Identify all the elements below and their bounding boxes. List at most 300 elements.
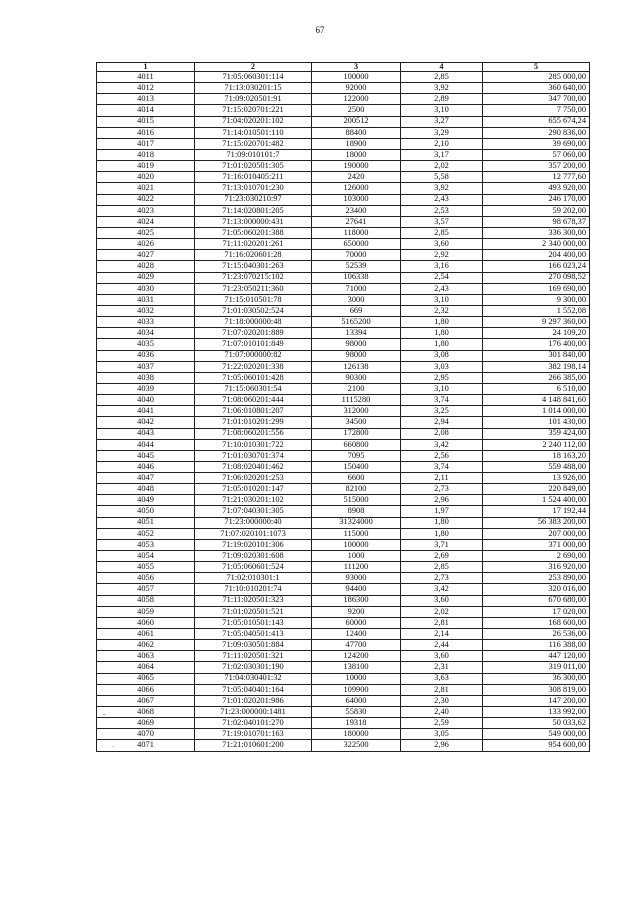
table-cell-col3: 64000 bbox=[312, 695, 401, 706]
table-cell-col2: 71:05:010201:147 bbox=[195, 484, 312, 495]
table-cell-col3: 13394 bbox=[312, 328, 401, 339]
table-cell-col2: 71:09:010101:7 bbox=[195, 149, 312, 160]
table-cell-col2: 71:10:010301:722 bbox=[195, 439, 312, 450]
table-cell-col5: 9 300,00 bbox=[483, 294, 590, 305]
table-cell-col1: 4070 bbox=[97, 729, 195, 740]
table-cell-col2: 71:23:000000:40 bbox=[195, 517, 312, 528]
table-cell-col3: 10000 bbox=[312, 673, 401, 684]
table-cell-col5: 17 192,44 bbox=[483, 506, 590, 517]
table-cell-col4: 3,10 bbox=[401, 105, 483, 116]
table-row bbox=[97, 595, 590, 606]
table-row bbox=[97, 227, 590, 238]
column-header-1: 1 bbox=[97, 63, 195, 72]
table-cell-col4: 3,16 bbox=[401, 261, 483, 272]
table-cell-col2: 71:15:010501:78 bbox=[195, 294, 312, 305]
table-cell-col5: 24 109,20 bbox=[483, 328, 590, 339]
table-cell-col2: 71:01:020501:521 bbox=[195, 606, 312, 617]
table-cell-col1: 4060 bbox=[97, 617, 195, 628]
table-cell-col4: 1,80 bbox=[401, 339, 483, 350]
table-cell-col5: 336 300,00 bbox=[483, 227, 590, 238]
table-row bbox=[97, 361, 590, 372]
table-cell-col1: 4028 bbox=[97, 261, 195, 272]
table-row bbox=[97, 606, 590, 617]
table-cell-col2: 71:23:030210:97 bbox=[195, 194, 312, 205]
table-cell-col2: 71:09:020301:608 bbox=[195, 551, 312, 562]
table-cell-col3: 138100 bbox=[312, 662, 401, 673]
table-row bbox=[97, 584, 590, 595]
table-cell-col4: 2,59 bbox=[401, 718, 483, 729]
table-row bbox=[97, 428, 590, 439]
table-cell-col1: 4015 bbox=[97, 116, 195, 127]
table-cell-col1: 4048 bbox=[97, 484, 195, 495]
table-cell-col2: 71:09:020501:91 bbox=[195, 94, 312, 105]
table-cell-col5: 319 011,00 bbox=[483, 662, 590, 673]
table-cell-col3: 92000 bbox=[312, 83, 401, 94]
table-cell-col5: 246 170,00 bbox=[483, 194, 590, 205]
table-cell-col4: 2,89 bbox=[401, 94, 483, 105]
table-cell-col3: 122000 bbox=[312, 94, 401, 105]
table-cell-col4: 2,30 bbox=[401, 695, 483, 706]
table-cell-col5: 166 023,24 bbox=[483, 261, 590, 272]
table-row bbox=[97, 495, 590, 506]
table-cell-col1: 4021 bbox=[97, 183, 195, 194]
table-cell-col2: 71:13:000000:431 bbox=[195, 216, 312, 227]
table-cell-col2: 71:07:020201:889 bbox=[195, 328, 312, 339]
table-cell-col5: 4 148 841,60 bbox=[483, 395, 590, 406]
table-cell-col4: 1,80 bbox=[401, 317, 483, 328]
table-cell-col2: 71:06:020201:253 bbox=[195, 473, 312, 484]
table-cell-col5: 670 680,00 bbox=[483, 595, 590, 606]
table-cell-col5: 26 536,00 bbox=[483, 629, 590, 640]
table-row bbox=[97, 539, 590, 550]
table-cell-col5: 2 240 112,00 bbox=[483, 439, 590, 450]
table-cell-col2: 71:15:020701:482 bbox=[195, 138, 312, 149]
table-cell-col3: 55830 bbox=[312, 707, 401, 718]
table-row bbox=[97, 250, 590, 261]
table-cell-col3: 23400 bbox=[312, 205, 401, 216]
table-cell-col1: 4049 bbox=[97, 495, 195, 506]
table-cell-col5: 133 992,00 bbox=[483, 707, 590, 718]
table-cell-col2: 71:08:060201:444 bbox=[195, 395, 312, 406]
table-row bbox=[97, 116, 590, 127]
table-cell-col2: 71:01:010201:299 bbox=[195, 417, 312, 428]
table-cell-col3: 669 bbox=[312, 305, 401, 316]
table-cell-col3: 19318 bbox=[312, 718, 401, 729]
table-cell-col5: 168 600,00 bbox=[483, 617, 590, 628]
table-cell-col4: 2,02 bbox=[401, 161, 483, 172]
table-cell-col2: 71:02:040101:270 bbox=[195, 718, 312, 729]
table-cell-col4: 2,81 bbox=[401, 617, 483, 628]
table-row bbox=[97, 138, 590, 149]
table-cell-col4: 2,14 bbox=[401, 629, 483, 640]
table-cell-col2: 71:18:000000:48 bbox=[195, 317, 312, 328]
table-cell-col1: 4071 bbox=[97, 740, 195, 751]
column-header-2: 2 bbox=[195, 63, 312, 72]
table-cell-col3: 312000 bbox=[312, 406, 401, 417]
table-cell-col4: 3,05 bbox=[401, 729, 483, 740]
table-cell-col4: 2,43 bbox=[401, 194, 483, 205]
table-cell-col3: 103000 bbox=[312, 194, 401, 205]
table-cell-col3: 12400 bbox=[312, 629, 401, 640]
table-cell-col3: 126000 bbox=[312, 183, 401, 194]
table-cell-col3: 172800 bbox=[312, 428, 401, 439]
table-cell-col2: 71:07:040301:305 bbox=[195, 506, 312, 517]
table-cell-col4: 2,31 bbox=[401, 662, 483, 673]
table-cell-col3: 650000 bbox=[312, 239, 401, 250]
table-cell-col2: 71:02:010301:1 bbox=[195, 573, 312, 584]
table-cell-col4: 2,11 bbox=[401, 473, 483, 484]
table-cell-col5: 39 690,00 bbox=[483, 138, 590, 149]
table-cell-col5: 116 388,00 bbox=[483, 640, 590, 651]
table-cell-col4: 3,74 bbox=[401, 395, 483, 406]
table-row bbox=[97, 149, 590, 160]
table-cell-col3: 1115280 bbox=[312, 395, 401, 406]
table-cell-col2: 71:05:010501:143 bbox=[195, 617, 312, 628]
table-cell-col1: 4055 bbox=[97, 562, 195, 573]
table-cell-col2: 71:04:020201:102 bbox=[195, 116, 312, 127]
table-cell-col3: 8908 bbox=[312, 506, 401, 517]
table-cell-col4: 1,97 bbox=[401, 506, 483, 517]
scan-mark: - bbox=[103, 710, 106, 718]
table-row bbox=[97, 216, 590, 227]
table-cell-col5: 176 400,00 bbox=[483, 339, 590, 350]
table-row bbox=[97, 105, 590, 116]
table-cell-col2: 71:19:010701:163 bbox=[195, 729, 312, 740]
table-cell-col3: 515000 bbox=[312, 495, 401, 506]
table-cell-col2: 71:16:010405:211 bbox=[195, 172, 312, 183]
table-cell-col1: 4044 bbox=[97, 439, 195, 450]
table-cell-col2: 71:09:030501:884 bbox=[195, 640, 312, 651]
table-cell-col2: 71:05:060601:524 bbox=[195, 562, 312, 573]
table-row bbox=[97, 450, 590, 461]
table-cell-col5: 12 777,60 bbox=[483, 172, 590, 183]
table-cell-col2: 71:01:020201:986 bbox=[195, 695, 312, 706]
table-cell-col3: 106338 bbox=[312, 272, 401, 283]
table-cell-col3: 190000 bbox=[312, 161, 401, 172]
table-cell-col2: 71:16:020601:28 bbox=[195, 250, 312, 261]
table-cell-col1: 4066 bbox=[97, 684, 195, 695]
table-cell-col3: 124200 bbox=[312, 651, 401, 662]
table-cell-col5: 6 510,00 bbox=[483, 383, 590, 394]
table-row bbox=[97, 372, 590, 383]
table-cell-col1: 4011 bbox=[97, 72, 195, 83]
table-cell-col4: 2,85 bbox=[401, 72, 483, 83]
table-row bbox=[97, 617, 590, 628]
table-cell-col3: 34500 bbox=[312, 417, 401, 428]
table-cell-col3: 94400 bbox=[312, 584, 401, 595]
table-row bbox=[97, 350, 590, 361]
table-cell-col1: 4064 bbox=[97, 662, 195, 673]
table-cell-col2: 71:01:030502:524 bbox=[195, 305, 312, 316]
table-cell-col1: 4036 bbox=[97, 350, 195, 361]
table-cell-col3: 111200 bbox=[312, 562, 401, 573]
table-cell-col4: 2,40 bbox=[401, 707, 483, 718]
table-cell-col2: 71:08:060201:556 bbox=[195, 428, 312, 439]
table-cell-col1: 4054 bbox=[97, 551, 195, 562]
table-cell-col3: 126138 bbox=[312, 361, 401, 372]
table-row bbox=[97, 328, 590, 339]
table-cell-col5: 347 700,00 bbox=[483, 94, 590, 105]
table-cell-col1: 4043 bbox=[97, 428, 195, 439]
table-row bbox=[97, 684, 590, 695]
data-table bbox=[96, 62, 590, 752]
table-cell-col5: 320 016,00 bbox=[483, 584, 590, 595]
table-cell-col1: 4062 bbox=[97, 640, 195, 651]
table-cell-col1: 4052 bbox=[97, 528, 195, 539]
table-cell-col1: 4040 bbox=[97, 395, 195, 406]
table-cell-col4: 3,74 bbox=[401, 461, 483, 472]
table-cell-col3: 100000 bbox=[312, 539, 401, 550]
table-cell-col5: 18 163,20 bbox=[483, 450, 590, 461]
table-cell-col3: 71000 bbox=[312, 283, 401, 294]
column-header-3: 3 bbox=[312, 63, 401, 72]
table-cell-col2: 71:01:030701:374 bbox=[195, 450, 312, 461]
table-cell-col5: 147 200,00 bbox=[483, 695, 590, 706]
table-cell-col2: 71:11:020501:321 bbox=[195, 651, 312, 662]
table-cell-col5: 169 690,00 bbox=[483, 283, 590, 294]
table-row bbox=[97, 629, 590, 640]
column-header-5: 5 bbox=[483, 63, 590, 72]
table-cell-col1: 4018 bbox=[97, 149, 195, 160]
table-cell-col4: 2,54 bbox=[401, 272, 483, 283]
table-cell-col2: 71:05:060201:388 bbox=[195, 227, 312, 238]
table-cell-col4: 3,92 bbox=[401, 183, 483, 194]
table-cell-col5: 13 926,00 bbox=[483, 473, 590, 484]
table-row bbox=[97, 305, 590, 316]
table-row bbox=[97, 473, 590, 484]
table-cell-col2: 71:01:020501:305 bbox=[195, 161, 312, 172]
table-cell-col1: 4024 bbox=[97, 216, 195, 227]
table-cell-col4: 2,73 bbox=[401, 573, 483, 584]
table-cell-col4: 3,08 bbox=[401, 350, 483, 361]
table-row bbox=[97, 205, 590, 216]
table-cell-col5: 290 836,00 bbox=[483, 127, 590, 138]
table-row bbox=[97, 339, 590, 350]
table-cell-col4: 3,03 bbox=[401, 361, 483, 372]
table-cell-col1: 4041 bbox=[97, 406, 195, 417]
column-header-4: 4 bbox=[401, 63, 483, 72]
table-cell-col4: 2,81 bbox=[401, 684, 483, 695]
table-cell-col4: 2,94 bbox=[401, 417, 483, 428]
table-row bbox=[97, 718, 590, 729]
table-cell-col2: 71:15:040301:263 bbox=[195, 261, 312, 272]
table-cell-col3: 150400 bbox=[312, 461, 401, 472]
table-cell-col1: 4031 bbox=[97, 294, 195, 305]
table-cell-col1: 4023 bbox=[97, 205, 195, 216]
table-cell-col3: 31324000 bbox=[312, 517, 401, 528]
table-row bbox=[97, 640, 590, 651]
table-row bbox=[97, 94, 590, 105]
table-row bbox=[97, 695, 590, 706]
table-cell-col5: 447 120,00 bbox=[483, 651, 590, 662]
table-cell-col5: 98 678,37 bbox=[483, 216, 590, 227]
table-cell-col4: 2,10 bbox=[401, 138, 483, 149]
table-row bbox=[97, 395, 590, 406]
table-cell-col1: 4026 bbox=[97, 239, 195, 250]
table-cell-col3: 180000 bbox=[312, 729, 401, 740]
table-cell-col2: 71:23:000000:1481 bbox=[195, 707, 312, 718]
table-cell-col2: 71:05:060101:428 bbox=[195, 372, 312, 383]
table-cell-col2: 71:10:010201:74 bbox=[195, 584, 312, 595]
table-cell-col5: 270 098,52 bbox=[483, 272, 590, 283]
table-cell-col4: 2,32 bbox=[401, 305, 483, 316]
table-cell-col4: 3,10 bbox=[401, 383, 483, 394]
table-cell-col5: 57 060,00 bbox=[483, 149, 590, 160]
table-cell-col5: 17 020,00 bbox=[483, 606, 590, 617]
table-cell-col4: 3,63 bbox=[401, 673, 483, 684]
table-cell-col5: 220 849,00 bbox=[483, 484, 590, 495]
table-cell-col1: 4063 bbox=[97, 651, 195, 662]
table-row bbox=[97, 506, 590, 517]
table-cell-col1: 4038 bbox=[97, 372, 195, 383]
table-cell-col3: 98000 bbox=[312, 350, 401, 361]
table-cell-col4: 2,43 bbox=[401, 283, 483, 294]
table-cell-col3: 90300 bbox=[312, 372, 401, 383]
scan-mark: · bbox=[112, 743, 115, 751]
table-body bbox=[97, 72, 590, 752]
table-cell-col1: 4037 bbox=[97, 361, 195, 372]
table-row bbox=[97, 517, 590, 528]
table-cell-col5: 1 552,08 bbox=[483, 305, 590, 316]
table-cell-col2: 71:02:030301:190 bbox=[195, 662, 312, 673]
table-cell-col5: 308 819,00 bbox=[483, 684, 590, 695]
table-cell-col1: 4019 bbox=[97, 161, 195, 172]
table-row bbox=[97, 294, 590, 305]
table-cell-col1: 4059 bbox=[97, 606, 195, 617]
table-cell-col4: 2,85 bbox=[401, 562, 483, 573]
table-row bbox=[97, 172, 590, 183]
table-cell-col3: 27641 bbox=[312, 216, 401, 227]
table-cell-col1: 4030 bbox=[97, 283, 195, 294]
table-cell-col4: 3,57 bbox=[401, 216, 483, 227]
table-cell-col5: 655 674,24 bbox=[483, 116, 590, 127]
table-cell-col1: 4067 bbox=[97, 695, 195, 706]
table-cell-col3: 70000 bbox=[312, 250, 401, 261]
table-cell-col4: 1,80 bbox=[401, 517, 483, 528]
table-cell-col5: 266 385,00 bbox=[483, 372, 590, 383]
table-cell-col4: 3,60 bbox=[401, 651, 483, 662]
table-cell-col5: 301 840,00 bbox=[483, 350, 590, 361]
table-cell-col4: 5,58 bbox=[401, 172, 483, 183]
table-cell-col1: 4047 bbox=[97, 473, 195, 484]
table-cell-col1: 4016 bbox=[97, 127, 195, 138]
table-cell-col1: 4029 bbox=[97, 272, 195, 283]
table-cell-col2: 71:07:020101:1073 bbox=[195, 528, 312, 539]
table-cell-col3: 115000 bbox=[312, 528, 401, 539]
table-cell-col1: 4045 bbox=[97, 450, 195, 461]
table-cell-col4: 3,17 bbox=[401, 149, 483, 160]
table-row bbox=[97, 439, 590, 450]
table-cell-col3: 2420 bbox=[312, 172, 401, 183]
table-cell-col2: 71:14:020801:205 bbox=[195, 205, 312, 216]
table-cell-col3: 5165200 bbox=[312, 317, 401, 328]
table-cell-col1: 4025 bbox=[97, 227, 195, 238]
table-cell-col3: 100000 bbox=[312, 72, 401, 83]
table-cell-col3: 93000 bbox=[312, 573, 401, 584]
table-cell-col4: 2,92 bbox=[401, 250, 483, 261]
table-cell-col2: 71:23:050211:360 bbox=[195, 283, 312, 294]
table-cell-col4: 2,95 bbox=[401, 372, 483, 383]
table-cell-col5: 59 202,00 bbox=[483, 205, 590, 216]
page-number: 67 bbox=[315, 25, 325, 35]
table-cell-col2: 71:08:020401:462 bbox=[195, 461, 312, 472]
table-cell-col4: 2,44 bbox=[401, 640, 483, 651]
table-cell-col5: 2 340 000,00 bbox=[483, 239, 590, 250]
table-cell-col2: 71:06:010801:207 bbox=[195, 406, 312, 417]
table-cell-col1: 4061 bbox=[97, 629, 195, 640]
table-cell-col1: 4034 bbox=[97, 328, 195, 339]
table-cell-col3: 1000 bbox=[312, 551, 401, 562]
table-cell-col5: 360 640,00 bbox=[483, 83, 590, 94]
table-cell-col4: 1,80 bbox=[401, 328, 483, 339]
table-cell-col3: 9200 bbox=[312, 606, 401, 617]
table-row bbox=[97, 383, 590, 394]
table-cell-col3: 660800 bbox=[312, 439, 401, 450]
table-row bbox=[97, 562, 590, 573]
table-row bbox=[97, 528, 590, 539]
table-row bbox=[97, 417, 590, 428]
table-row bbox=[97, 72, 590, 83]
table-cell-col5: 382 198,14 bbox=[483, 361, 590, 372]
table-row bbox=[97, 673, 590, 684]
table-cell-col3: 60000 bbox=[312, 617, 401, 628]
table-cell-col4: 2,69 bbox=[401, 551, 483, 562]
table-cell-col2: 71:05:040501:413 bbox=[195, 629, 312, 640]
table-cell-col1: 4035 bbox=[97, 339, 195, 350]
table-cell-col2: 71:13:030201:15 bbox=[195, 83, 312, 94]
table-cell-col4: 2,08 bbox=[401, 428, 483, 439]
table-cell-col1: 4032 bbox=[97, 305, 195, 316]
table-cell-col1: 4057 bbox=[97, 584, 195, 595]
table-cell-col1: 4058 bbox=[97, 595, 195, 606]
table-cell-col1: 4068 bbox=[97, 707, 195, 718]
table-cell-col1: 4042 bbox=[97, 417, 195, 428]
table-cell-col3: 18900 bbox=[312, 138, 401, 149]
table-cell-col4: 2,56 bbox=[401, 450, 483, 461]
table-cell-col3: 98000 bbox=[312, 339, 401, 350]
table-row bbox=[97, 484, 590, 495]
table-row bbox=[97, 651, 590, 662]
table-cell-col2: 71:13:010701:230 bbox=[195, 183, 312, 194]
table-row bbox=[97, 740, 590, 751]
table-cell-col4: 3,60 bbox=[401, 239, 483, 250]
table-cell-col5: 493 920,00 bbox=[483, 183, 590, 194]
table-cell-col4: 2,53 bbox=[401, 205, 483, 216]
table-row bbox=[97, 461, 590, 472]
table-row bbox=[97, 127, 590, 138]
table-row bbox=[97, 707, 590, 718]
table-cell-col1: 4027 bbox=[97, 250, 195, 261]
table-cell-col4: 3,92 bbox=[401, 83, 483, 94]
table-cell-col5: 7 750,00 bbox=[483, 105, 590, 116]
table-cell-col2: 71:21:010601:200 bbox=[195, 740, 312, 751]
table-cell-col3: 47700 bbox=[312, 640, 401, 651]
table-cell-col4: 2,02 bbox=[401, 606, 483, 617]
table-cell-col2: 71:22:020201:338 bbox=[195, 361, 312, 372]
table-cell-col5: 549 000,00 bbox=[483, 729, 590, 740]
table-cell-col4: 3,71 bbox=[401, 539, 483, 550]
table-cell-col2: 71:14:010501:110 bbox=[195, 127, 312, 138]
table-cell-col4: 3,27 bbox=[401, 116, 483, 127]
table-row bbox=[97, 194, 590, 205]
table-cell-col5: 36 300,00 bbox=[483, 673, 590, 684]
table-cell-col3: 2100 bbox=[312, 383, 401, 394]
table-row bbox=[97, 573, 590, 584]
table-cell-col2: 71:05:040401:164 bbox=[195, 684, 312, 695]
table-cell-col2: 71:05:060301:114 bbox=[195, 72, 312, 83]
table-cell-col3: 186300 bbox=[312, 595, 401, 606]
table-cell-col5: 101 430,00 bbox=[483, 417, 590, 428]
